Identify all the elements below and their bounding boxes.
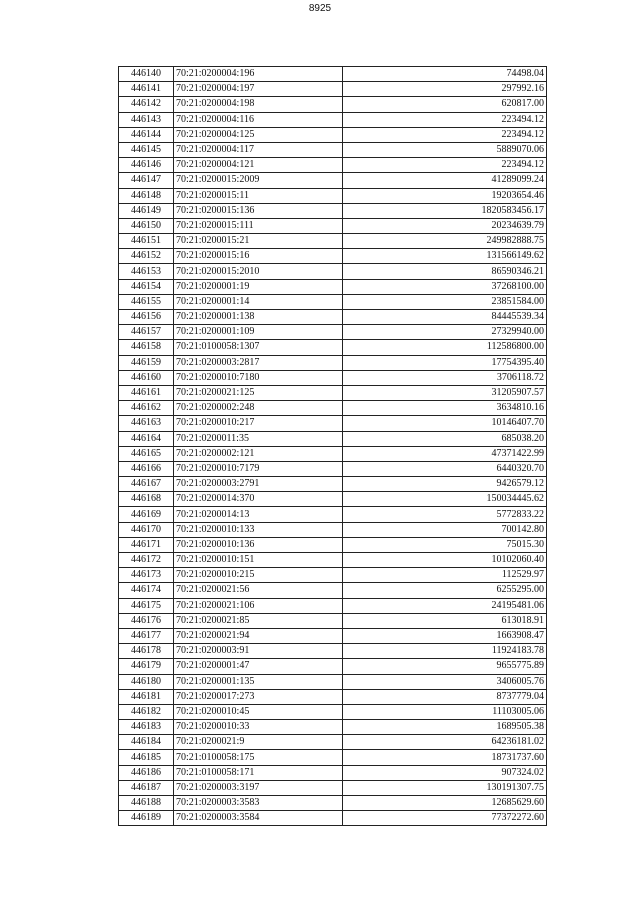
row-id-cell: 446169 (119, 507, 174, 522)
row-id-cell: 446178 (119, 644, 174, 659)
row-id-cell: 446182 (119, 704, 174, 719)
value-cell: 1663908.47 (343, 628, 547, 643)
table-row (119, 553, 547, 568)
cadastral-number-cell: 70:21:0200015:136 (174, 203, 343, 218)
cadastral-number-cell: 70:21:0200002:248 (174, 401, 343, 416)
value-cell: 77372272.60 (343, 811, 547, 826)
cadastral-number-cell: 70:21:0200010:217 (174, 416, 343, 431)
table-row (119, 537, 547, 552)
value-cell: 75015.30 (343, 537, 547, 552)
row-id-cell: 446183 (119, 720, 174, 735)
value-cell: 86590346.21 (343, 264, 547, 279)
row-id-cell: 446164 (119, 431, 174, 446)
table-row (119, 780, 547, 795)
cadastral-number-cell: 70:21:0200001:47 (174, 659, 343, 674)
cadastral-number-cell: 70:21:0200001:19 (174, 279, 343, 294)
value-cell: 223494.12 (343, 158, 547, 173)
row-id-cell: 446181 (119, 689, 174, 704)
table-row (119, 765, 547, 780)
table-row (119, 325, 547, 340)
row-id-cell: 446188 (119, 796, 174, 811)
value-cell: 112586800.00 (343, 340, 547, 355)
table-row (119, 477, 547, 492)
cadastral-number-cell: 70:21:0200011:35 (174, 431, 343, 446)
row-id-cell: 446172 (119, 553, 174, 568)
value-cell: 27329940.00 (343, 325, 547, 340)
cadastral-number-cell: 70:21:0200002:121 (174, 446, 343, 461)
row-id-cell: 446174 (119, 583, 174, 598)
cadastral-number-cell: 70:21:0200021:94 (174, 628, 343, 643)
value-cell: 10102060.40 (343, 553, 547, 568)
cadastral-number-cell: 70:21:0200004:125 (174, 127, 343, 142)
row-id-cell: 446157 (119, 325, 174, 340)
cadastral-number-cell: 70:21:0200001:109 (174, 325, 343, 340)
cadastral-number-cell: 70:21:0200014:13 (174, 507, 343, 522)
row-id-cell: 446173 (119, 568, 174, 583)
table-row (119, 97, 547, 112)
row-id-cell: 446146 (119, 158, 174, 173)
cadastral-number-cell: 70:21:0200017:273 (174, 689, 343, 704)
value-cell: 3406005.76 (343, 674, 547, 689)
cadastral-number-cell: 70:21:0200003:2791 (174, 477, 343, 492)
table-row (119, 188, 547, 203)
table-row (119, 598, 547, 613)
row-id-cell: 446159 (119, 355, 174, 370)
row-id-cell: 446142 (119, 97, 174, 112)
table-row (119, 355, 547, 370)
value-cell: 19203654.46 (343, 188, 547, 203)
row-id-cell: 446162 (119, 401, 174, 416)
value-cell: 37268100.00 (343, 279, 547, 294)
table-row (119, 385, 547, 400)
cadastral-number-cell: 70:21:0200001:135 (174, 674, 343, 689)
row-id-cell: 446160 (119, 370, 174, 385)
table-row (119, 568, 547, 583)
cadastral-number-cell: 70:21:0100058:1307 (174, 340, 343, 355)
table-row (119, 279, 547, 294)
row-id-cell: 446177 (119, 628, 174, 643)
table-row (119, 461, 547, 476)
cadastral-number-cell: 70:21:0200015:2009 (174, 173, 343, 188)
row-id-cell: 446148 (119, 188, 174, 203)
cadastral-number-cell: 70:21:0200010:133 (174, 522, 343, 537)
table-row (119, 446, 547, 461)
row-id-cell: 446180 (119, 674, 174, 689)
table-row (119, 249, 547, 264)
value-cell: 131566149.62 (343, 249, 547, 264)
value-cell: 74498.04 (343, 67, 547, 82)
row-id-cell: 446163 (119, 416, 174, 431)
cadastral-number-cell: 70:21:0200010:136 (174, 537, 343, 552)
table-row (119, 401, 547, 416)
table-row (119, 659, 547, 674)
value-cell: 700142.80 (343, 522, 547, 537)
row-id-cell: 446145 (119, 142, 174, 157)
cadastral-number-cell: 70:21:0200003:3197 (174, 780, 343, 795)
cadastral-number-cell: 70:21:0200015:21 (174, 234, 343, 249)
cadastral-number-cell: 70:21:0200004:116 (174, 112, 343, 127)
table-row (119, 628, 547, 643)
cadastral-number-cell: 70:21:0200014:370 (174, 492, 343, 507)
table-row (119, 340, 547, 355)
table-row (119, 82, 547, 97)
row-id-cell: 446170 (119, 522, 174, 537)
row-id-cell: 446189 (119, 811, 174, 826)
cadastral-number-cell: 70:21:0200004:196 (174, 67, 343, 82)
value-cell: 223494.12 (343, 127, 547, 142)
table-row (119, 796, 547, 811)
value-cell: 9655775.89 (343, 659, 547, 674)
cadastral-number-cell: 70:21:0200004:121 (174, 158, 343, 173)
table-row (119, 431, 547, 446)
table-row (119, 522, 547, 537)
row-id-cell: 446152 (119, 249, 174, 264)
table-row (119, 492, 547, 507)
table-row (119, 720, 547, 735)
cadastral-number-cell: 70:21:0200021:106 (174, 598, 343, 613)
row-id-cell: 446144 (119, 127, 174, 142)
row-id-cell: 446150 (119, 218, 174, 233)
value-cell: 150034445.62 (343, 492, 547, 507)
table-row (119, 173, 547, 188)
table-row (119, 310, 547, 325)
cadastral-number-cell: 70:21:0200001:14 (174, 294, 343, 309)
cadastral-number-cell: 70:21:0200010:33 (174, 720, 343, 735)
value-cell: 1689505.38 (343, 720, 547, 735)
row-id-cell: 446179 (119, 659, 174, 674)
cadastral-number-cell: 70:21:0200021:56 (174, 583, 343, 598)
table-row (119, 811, 547, 826)
cadastral-number-cell: 70:21:0100058:175 (174, 750, 343, 765)
row-id-cell: 446155 (119, 294, 174, 309)
value-cell: 5772833.22 (343, 507, 547, 522)
value-cell: 41289099.24 (343, 173, 547, 188)
value-cell: 620817.00 (343, 97, 547, 112)
cadastral-number-cell: 70:21:0200015:11 (174, 188, 343, 203)
row-id-cell: 446184 (119, 735, 174, 750)
value-cell: 11924183.78 (343, 644, 547, 659)
cadastral-number-cell: 70:21:0200010:7180 (174, 370, 343, 385)
cadastral-number-cell: 70:21:0200004:197 (174, 82, 343, 97)
value-cell: 3706118.72 (343, 370, 547, 385)
row-id-cell: 446140 (119, 67, 174, 82)
row-id-cell: 446141 (119, 82, 174, 97)
value-cell: 20234639.79 (343, 218, 547, 233)
row-id-cell: 446175 (119, 598, 174, 613)
table-row (119, 234, 547, 249)
value-cell: 23851584.00 (343, 294, 547, 309)
value-cell: 297992.16 (343, 82, 547, 97)
table-row (119, 264, 547, 279)
value-cell: 12685629.60 (343, 796, 547, 811)
cadastral-number-cell: 70:21:0200004:117 (174, 142, 343, 157)
row-id-cell: 446168 (119, 492, 174, 507)
value-cell: 223494.12 (343, 112, 547, 127)
table-row (119, 416, 547, 431)
row-id-cell: 446149 (119, 203, 174, 218)
row-id-cell: 446156 (119, 310, 174, 325)
cadastral-value-table (118, 66, 547, 826)
table-row (119, 613, 547, 628)
table-row (119, 689, 547, 704)
value-cell: 1820583456.17 (343, 203, 547, 218)
cadastral-number-cell: 70:21:0200010:7179 (174, 461, 343, 476)
row-id-cell: 446166 (119, 461, 174, 476)
cadastral-number-cell: 70:21:0200003:3584 (174, 811, 343, 826)
cadastral-number-cell: 70:21:0200010:215 (174, 568, 343, 583)
table-body (119, 67, 547, 826)
table-row (119, 218, 547, 233)
value-cell: 84445539.34 (343, 310, 547, 325)
table-row (119, 158, 547, 173)
value-cell: 9426579.12 (343, 477, 547, 492)
value-cell: 249982888.75 (343, 234, 547, 249)
cadastral-number-cell: 70:21:0200001:138 (174, 310, 343, 325)
cadastral-number-cell: 70:21:0200015:2010 (174, 264, 343, 279)
value-cell: 31205907.57 (343, 385, 547, 400)
value-cell: 685038.20 (343, 431, 547, 446)
table-row (119, 507, 547, 522)
row-id-cell: 446158 (119, 340, 174, 355)
value-cell: 3634810.16 (343, 401, 547, 416)
cadastral-number-cell: 70:21:0200004:198 (174, 97, 343, 112)
value-cell: 130191307.75 (343, 780, 547, 795)
table-row (119, 750, 547, 765)
row-id-cell: 446165 (119, 446, 174, 461)
value-cell: 64236181.02 (343, 735, 547, 750)
cadastral-number-cell: 70:21:0200015:111 (174, 218, 343, 233)
table-row (119, 67, 547, 82)
row-id-cell: 446153 (119, 264, 174, 279)
table-row (119, 142, 547, 157)
row-id-cell: 446186 (119, 765, 174, 780)
cadastral-number-cell: 70:21:0100058:171 (174, 765, 343, 780)
page-number: 8925 (308, 3, 332, 14)
cadastral-number-cell: 70:21:0200003:91 (174, 644, 343, 659)
table-row (119, 370, 547, 385)
row-id-cell: 446161 (119, 385, 174, 400)
table-row (119, 735, 547, 750)
value-cell: 6440320.70 (343, 461, 547, 476)
table-row (119, 127, 547, 142)
value-cell: 613018.91 (343, 613, 547, 628)
value-cell: 47371422.99 (343, 446, 547, 461)
value-cell: 24195481.06 (343, 598, 547, 613)
value-cell: 10146407.70 (343, 416, 547, 431)
table-row (119, 203, 547, 218)
row-id-cell: 446187 (119, 780, 174, 795)
value-cell: 112529.97 (343, 568, 547, 583)
table-row (119, 644, 547, 659)
value-cell: 17754395.40 (343, 355, 547, 370)
row-id-cell: 446154 (119, 279, 174, 294)
cadastral-number-cell: 70:21:0200021:85 (174, 613, 343, 628)
value-cell: 5889070.06 (343, 142, 547, 157)
cadastral-number-cell: 70:21:0200003:2817 (174, 355, 343, 370)
row-id-cell: 446171 (119, 537, 174, 552)
value-cell: 11103005.06 (343, 704, 547, 719)
table-row (119, 294, 547, 309)
table-row (119, 583, 547, 598)
table-row (119, 704, 547, 719)
value-cell: 907324.02 (343, 765, 547, 780)
cadastral-number-cell: 70:21:0200010:151 (174, 553, 343, 568)
cadastral-number-cell: 70:21:0200010:45 (174, 704, 343, 719)
cadastral-number-cell: 70:21:0200021:125 (174, 385, 343, 400)
row-id-cell: 446151 (119, 234, 174, 249)
table-row (119, 674, 547, 689)
value-cell: 6255295.00 (343, 583, 547, 598)
cadastral-number-cell: 70:21:0200021:9 (174, 735, 343, 750)
row-id-cell: 446143 (119, 112, 174, 127)
value-cell: 18731737.60 (343, 750, 547, 765)
row-id-cell: 446147 (119, 173, 174, 188)
cadastral-number-cell: 70:21:0200003:3583 (174, 796, 343, 811)
row-id-cell: 446176 (119, 613, 174, 628)
value-cell: 8737779.04 (343, 689, 547, 704)
table-row (119, 112, 547, 127)
cadastral-number-cell: 70:21:0200015:16 (174, 249, 343, 264)
row-id-cell: 446167 (119, 477, 174, 492)
row-id-cell: 446185 (119, 750, 174, 765)
